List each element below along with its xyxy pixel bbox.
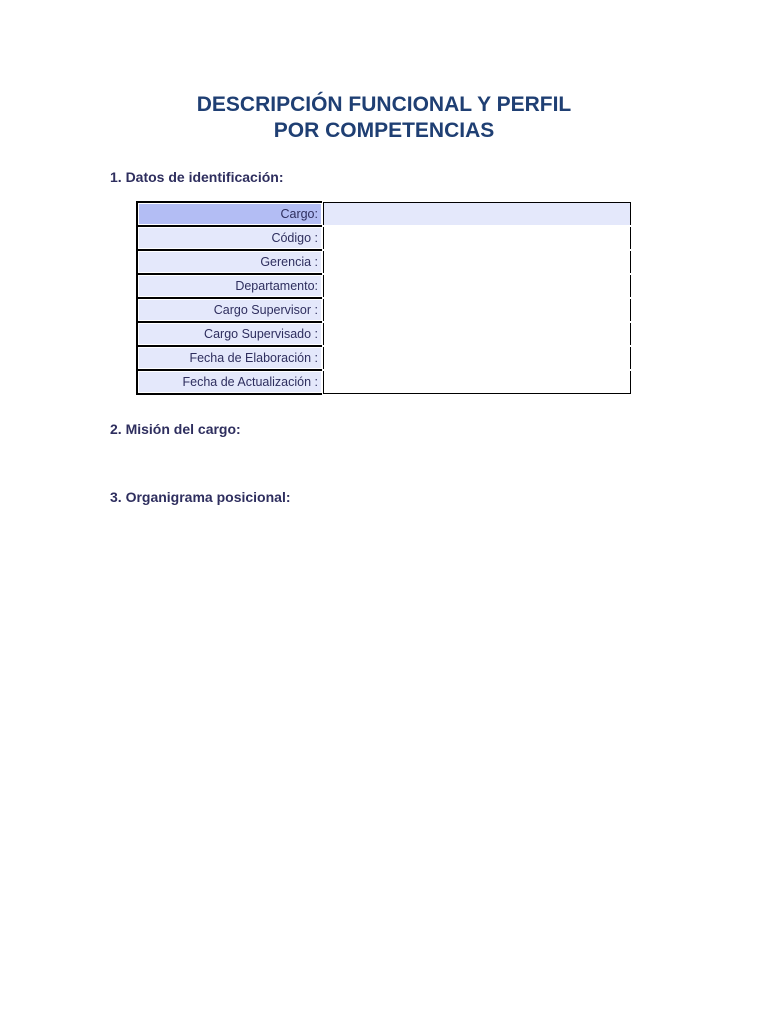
section-heading-mision: 2. Misión del cargo: xyxy=(110,421,241,437)
table-row xyxy=(137,226,631,250)
row-value-cargo[interactable] xyxy=(323,202,631,226)
document-title-line2: POR COMPETENCIAS xyxy=(273,119,495,142)
row-value-codigo[interactable] xyxy=(323,226,631,250)
row-label-cargo-supervisado: Cargo Supervisado : xyxy=(137,322,323,346)
identification-table xyxy=(136,201,632,395)
section-heading-identificacion: 1. Datos de identificación: xyxy=(110,169,284,185)
row-label-fecha-actualizacion: Fecha de Actualización : xyxy=(137,370,323,394)
document-title xyxy=(0,92,768,144)
row-label-departamento: Departamento: xyxy=(137,274,323,298)
table-row xyxy=(137,202,631,226)
table-row xyxy=(137,370,631,394)
row-value-fecha-elaboracion[interactable] xyxy=(323,346,631,370)
row-label-codigo: Código : xyxy=(137,226,323,250)
document-title-line1: DESCRIPCIÓN FUNCIONAL Y PERFIL xyxy=(196,93,572,116)
row-value-fecha-actualizacion[interactable] xyxy=(323,370,631,394)
section-heading-organigrama: 3. Organigrama posicional: xyxy=(110,489,291,505)
table-row xyxy=(137,322,631,346)
row-value-cargo-supervisado[interactable] xyxy=(323,322,631,346)
table-row xyxy=(137,250,631,274)
table-row xyxy=(137,298,631,322)
row-label-cargo-supervisor: Cargo Supervisor : xyxy=(137,298,323,322)
row-value-cargo-supervisor[interactable] xyxy=(323,298,631,322)
row-label-fecha-elaboracion: Fecha de Elaboración : xyxy=(137,346,323,370)
row-value-gerencia[interactable] xyxy=(323,250,631,274)
table-row xyxy=(137,346,631,370)
row-label-gerencia: Gerencia : xyxy=(137,250,323,274)
row-label-cargo: Cargo: xyxy=(137,202,323,226)
row-value-departamento[interactable] xyxy=(323,274,631,298)
table-row xyxy=(137,274,631,298)
